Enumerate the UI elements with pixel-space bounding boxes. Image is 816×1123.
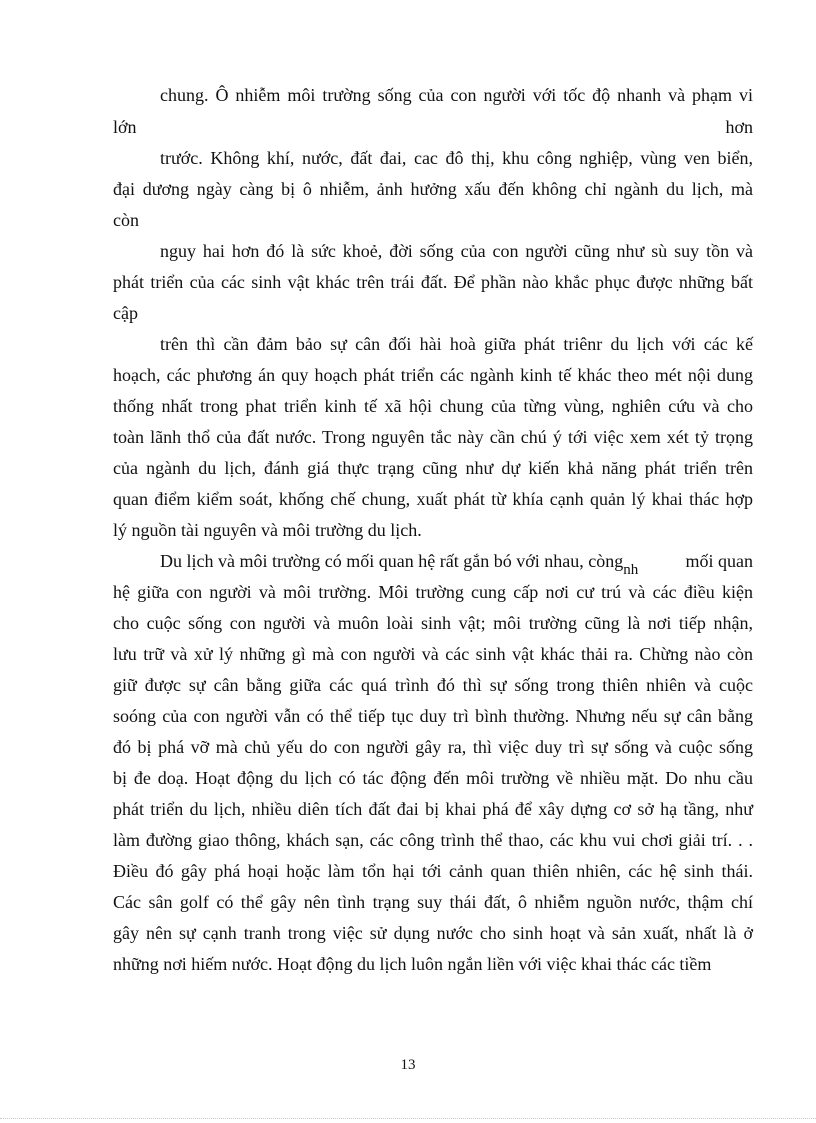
body-text-line: còn — [113, 210, 139, 230]
body-text-line: gây nên sự cạnh tranh trong việc sử dụng nước cho sinh hoạt và sản xuất, nhất là ở — [113, 923, 753, 943]
page-edge-divider — [0, 1118, 816, 1119]
body-text-word: lớn — [113, 117, 137, 137]
body-text-line: nguy hai hơn đó là sức khoẻ, đời sống của con người cũng như sù suy tồn và — [160, 241, 753, 261]
body-text-line: phát triển du lịch, nhiều diên tích đất đai bị khai phá để xây dựng cơ sở hạ tầng, như — [113, 799, 753, 819]
body-text-line: cho cuộc sống con người và muôn loài sinh vật; môi trường cũng là nơi tiếp nhận, — [113, 613, 753, 633]
body-text-line: quan điểm kiểm soát, khống chế chung, xuất phát từ khía cạnh quản lý khai thác hợp — [113, 489, 753, 509]
body-text-line: bị đe doạ. Hoạt động du lịch có tác động đến môi trường về nhiều mặt. Do nhu cầu — [113, 768, 753, 788]
body-text-segment: Du lịch và môi trường có mối quan hệ rất gắn bó với nhau, còng — [160, 551, 624, 571]
body-text-line: chung. Ô nhiễm môi trường sống của con người với tốc độ nhanh và phạm vi — [160, 85, 753, 105]
body-text-line: hoạch, các phương án quy hoạch phát triển các ngành kinh tế khác theo mét nội dung — [113, 365, 753, 385]
body-text-line: đại dương ngày càng bị ô nhiễm, ảnh hưởng xấu đến không chỉ ngành du lịch, mà — [113, 179, 753, 199]
body-text-segment: mối quan — [685, 551, 753, 571]
body-text-fragment: nh — [623, 562, 639, 578]
body-text-line: toàn lãnh thổ của đất nước. Trong nguyên tắc này cần chú ý tới việc xem xét tỷ trọng — [113, 427, 753, 447]
body-text-line: Các sân golf có thể gây nên tình trạng suy thái đất, ô nhiễm nguồn nước, thậm chí — [113, 892, 753, 912]
body-text-line: đó bị phá vỡ mà chủ yếu do con người gây ra, thì việc duy trì sự sống và cuộc sống — [113, 737, 753, 757]
body-text-line: lý nguồn tài nguyên và môi trường du lịch. — [113, 520, 422, 540]
body-text-line: của ngành du lịch, đánh giá thực trạng cũng như dự kiến khả năng phát triển trên — [113, 458, 753, 478]
page-number: 13 — [400, 1057, 416, 1073]
body-text-word: hơn — [725, 117, 753, 137]
body-text-line: cập — [113, 303, 138, 323]
body-text-line: soóng của con người vẫn có thể tiếp tục duy trì bình thường. Nhưng nếu sự cân bằng — [113, 706, 753, 726]
body-text-line: Điều đó gây phá hoại hoặc làm tổn hại tới cảnh quan thiên nhiên, các hệ sinh thái. — [113, 861, 753, 881]
body-text-line: lưu trữ và xử lý những gì mà con người và các sinh vật khác thải ra. Chừng nào còn — [113, 644, 753, 664]
body-text-line: làm đường giao thông, khách sạn, các công trình thể thao, các khu vui chơi giải trí. . . — [113, 830, 753, 850]
body-text-line: phát triển của các sinh vật khác trên trái đất. Để phần nào khắc phục được những bất — [113, 272, 753, 292]
body-text-line: hệ giữa con người và môi trường. Môi trường cung cấp nơi cư trú và các điều kiện — [113, 582, 753, 602]
body-text-line: trên thì cần đảm bảo sự cân đối hài hoà giữa phát triênr du lịch với các kế — [160, 334, 753, 354]
body-text-line: thống nhất trong phat triển kinh tế xã hội chung của từng vùng, nghiên cứu và cho — [113, 396, 753, 416]
body-text-line: những nơi hiếm nước. Hoạt động du lịch luôn ngắn liền với việc khai thác các tiềm — [113, 954, 712, 974]
body-text-line: trước. Không khí, nước, đất đai, cac đô thị, khu công nghiệp, vùng ven biển, — [160, 148, 753, 168]
body-text-line — [160, 550, 639, 578]
body-text-line: giữ được sự cân bằng giữa các quá trình đó thì sự sống trong thiên nhiên và cuộc — [113, 675, 753, 695]
